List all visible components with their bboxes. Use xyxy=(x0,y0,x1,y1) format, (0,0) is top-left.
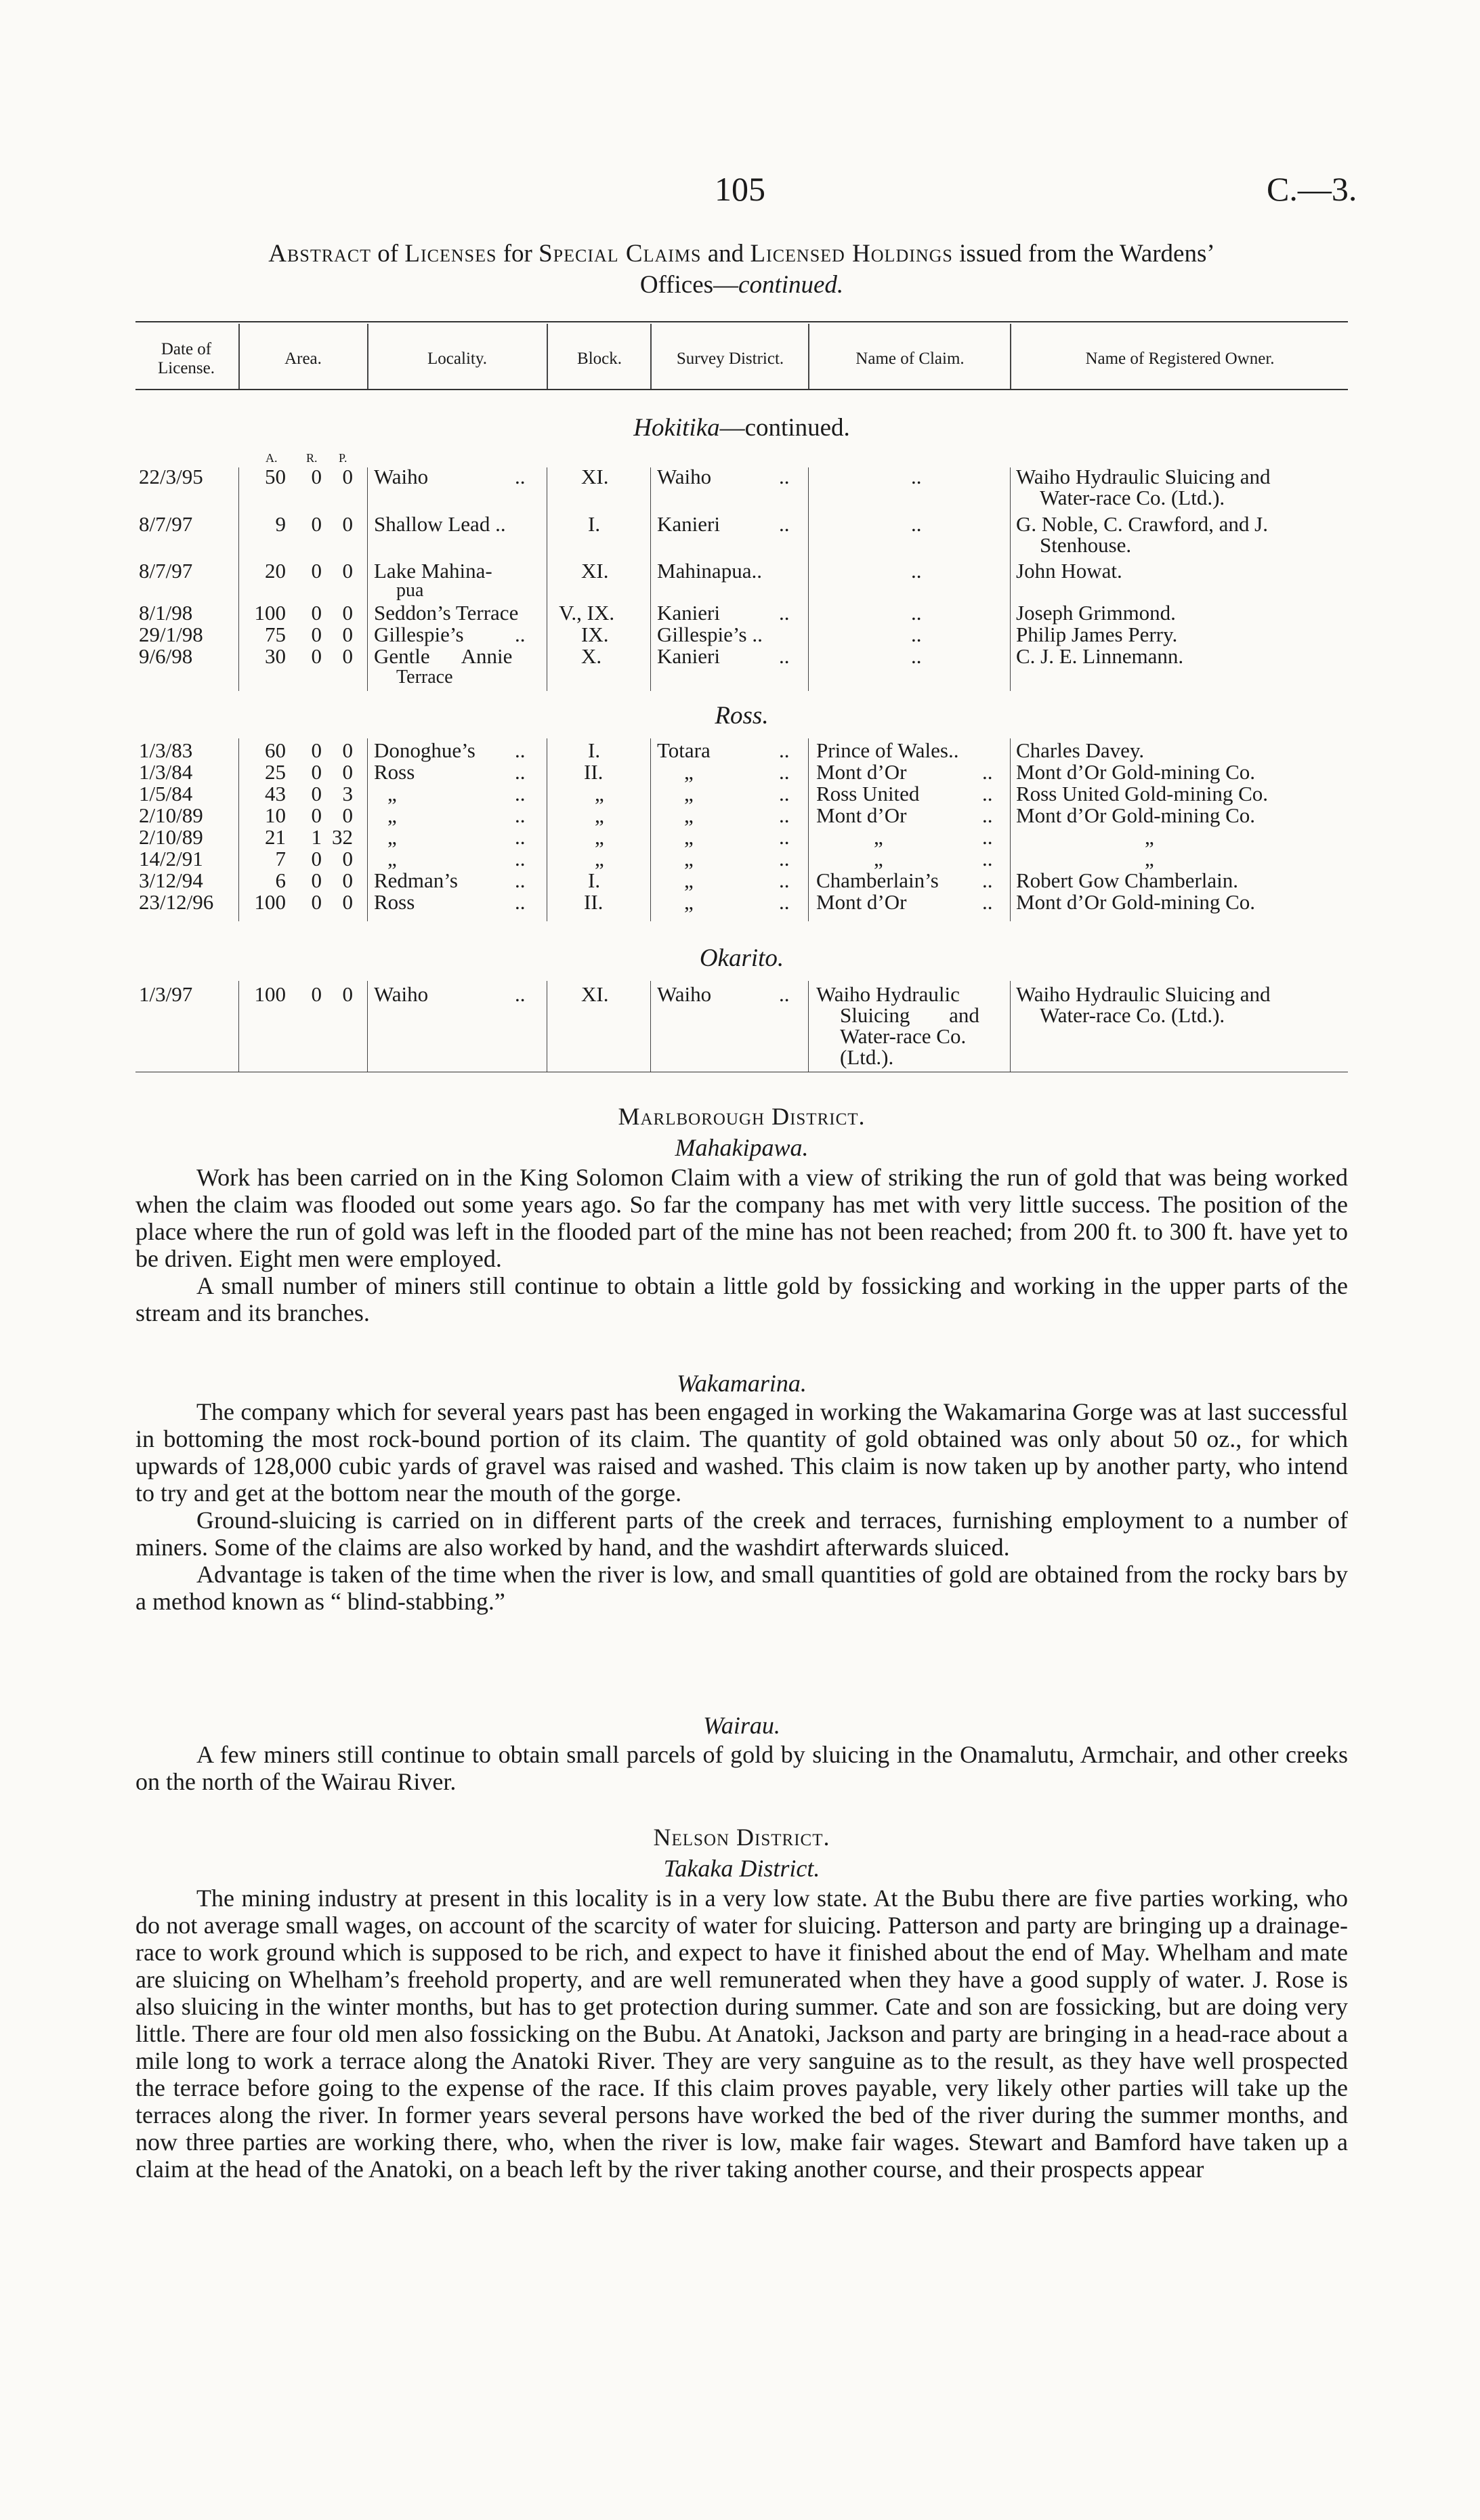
col-divider xyxy=(808,738,809,921)
table-title xyxy=(135,238,1348,301)
col-block-header: Block. xyxy=(577,350,622,368)
section-okarito: Okarito. xyxy=(699,944,784,972)
col-divider xyxy=(1010,738,1011,921)
section-ross: Ross. xyxy=(715,702,769,730)
title-word: Abstract xyxy=(268,240,372,268)
wakamarina-heading: Wakamarina. xyxy=(677,1370,807,1397)
title-line2-italic: continued. xyxy=(738,271,844,299)
table-header-rule xyxy=(135,389,1348,390)
col-divider xyxy=(1010,324,1011,389)
mahakipawa-heading: Mahakipawa. xyxy=(675,1134,809,1161)
wairau-text xyxy=(135,1741,1348,1795)
unit-roods: R. xyxy=(306,451,318,465)
col-divider xyxy=(367,324,368,389)
col-divider xyxy=(650,467,651,691)
section-hokitika: Hokitika—continued. xyxy=(633,414,850,442)
title-word: and xyxy=(707,240,744,268)
col-divider xyxy=(238,738,239,921)
paragraph: Ground-sluicing is carried on in different parts of the creek and terraces, furnishing employment to a number of miners. Some of the claims are also worked by hand, and the washdirt afterwards sluiced. xyxy=(135,1507,1348,1561)
marlborough-heading: Marlborough District. xyxy=(618,1103,866,1130)
col-divider xyxy=(238,981,239,1072)
col-divider xyxy=(367,467,368,691)
nelson-heading: Nelson District. xyxy=(653,1824,830,1851)
paragraph: A few miners still continue to obtain small parcels of gold by sluicing in the Onamalutu, Armchair, and other creeks on the north of the Wairau River. xyxy=(135,1741,1348,1795)
col-divider xyxy=(1010,467,1011,691)
page-number: 105 xyxy=(715,170,765,208)
col-divider xyxy=(808,467,809,691)
col-divider xyxy=(808,981,809,1072)
col-date-header: Date of License. xyxy=(158,340,215,377)
wakamarina-text xyxy=(135,1398,1348,1615)
paragraph: The mining industry at present in this locality is in a very low state. At the Bubu there are five parties working, who do not average small wages, on account of the scarcity of water for sluicing. Patterson and party are bringing up a drainage-race to work ground which is supposed to be rich, and expect to have it finished about the end of May. Whelham and mate are sluicing on Whelham’s freehold property, and are well remunerated when they have a good supply of water. J. Rose is also sluicing in the winter months, but has to get protection during summer. Cate and son are fossicking, but are doing very little. There are four old men also fossicking on the Bubu. At Anatoki, Jackson and party are bringing in a head-race about a mile long to work a terrace along the Anatoki River. They are very sanguine as to the result, as they have well prospected the terrace before going to the expense of the race. If this claim proves payable, very likely other parties will take up the terraces along the river. In former years several persons have worked the bed of the river during the summer months, and now three parties are working there, who, when the river is low, make fair wages. Stewart and Bamford have taken up a claim at the head of the Anatoki, on a beach left by the river taking another course, and their prospects appear xyxy=(135,1885,1348,2183)
title-word: for xyxy=(503,240,532,268)
col-claim-header: Name of Claim. xyxy=(855,350,965,368)
col-divider xyxy=(650,981,651,1072)
col-survey-header: Survey District. xyxy=(676,350,784,368)
col-locality-header: Locality. xyxy=(427,350,487,368)
mahakipawa-text xyxy=(135,1164,1348,1326)
wairau-heading: Wairau. xyxy=(703,1712,780,1739)
paragraph: The company which for several years past has been engaged in working the Wakamarina Gorge was at last successful in bottoming the most rock-bound portion of its claim. The quantity of gold obtained was only about 50 oz., for which upwards of 128,000 cubic yards of gravel was raised and washed. This claim is now taken up by another party, who intend to try and get at the bottom near the mouth of the gorge. xyxy=(135,1398,1348,1507)
table-top-rule xyxy=(135,321,1348,322)
col-divider xyxy=(1010,981,1011,1072)
col-divider xyxy=(650,324,652,389)
col-owner-header: Name of Registered Owner. xyxy=(1085,350,1275,368)
paragraph: A small number of miners still continue to obtain a little gold by fossicking and working in the upper parts of the stream and its branches. xyxy=(135,1272,1348,1326)
col-divider xyxy=(367,981,368,1072)
unit-perches: P. xyxy=(339,451,347,465)
title-word: Licensed Holdings xyxy=(750,240,953,268)
col-divider xyxy=(238,324,240,389)
page-reference: C.—3. xyxy=(1267,170,1357,208)
title-line2: Offices— xyxy=(639,271,739,299)
paragraph: Work has been carried on in the King Solomon Claim with a view of striking the run of gold that was being worked when the claim was flooded out some years ago. So far the company has met with very little success. The position of the place where the run of gold was left in the flooded part of the mine has not been reached; from 200 ft. to 300 ft. have yet to be driven. Eight men were employed. xyxy=(135,1164,1348,1272)
col-divider xyxy=(547,324,548,389)
title-word: issued from the Wardens’ xyxy=(959,240,1215,268)
paragraph: Advantage is taken of the time when the river is low, and small quantities of gold are obtained from the rocky bars by a method known as “ blind-stabbing.” xyxy=(135,1561,1348,1615)
col-divider xyxy=(650,738,651,921)
takaka-text xyxy=(135,1885,1348,2183)
title-word: of xyxy=(377,240,399,268)
col-divider xyxy=(808,324,809,389)
title-word: Special Claims xyxy=(538,240,702,268)
title-word: Licenses xyxy=(404,240,497,268)
col-divider xyxy=(367,738,368,921)
col-area-header: Area. xyxy=(284,350,322,368)
col-divider xyxy=(238,467,239,691)
unit-acres: A. xyxy=(266,451,278,465)
takaka-heading: Takaka District. xyxy=(663,1855,820,1882)
